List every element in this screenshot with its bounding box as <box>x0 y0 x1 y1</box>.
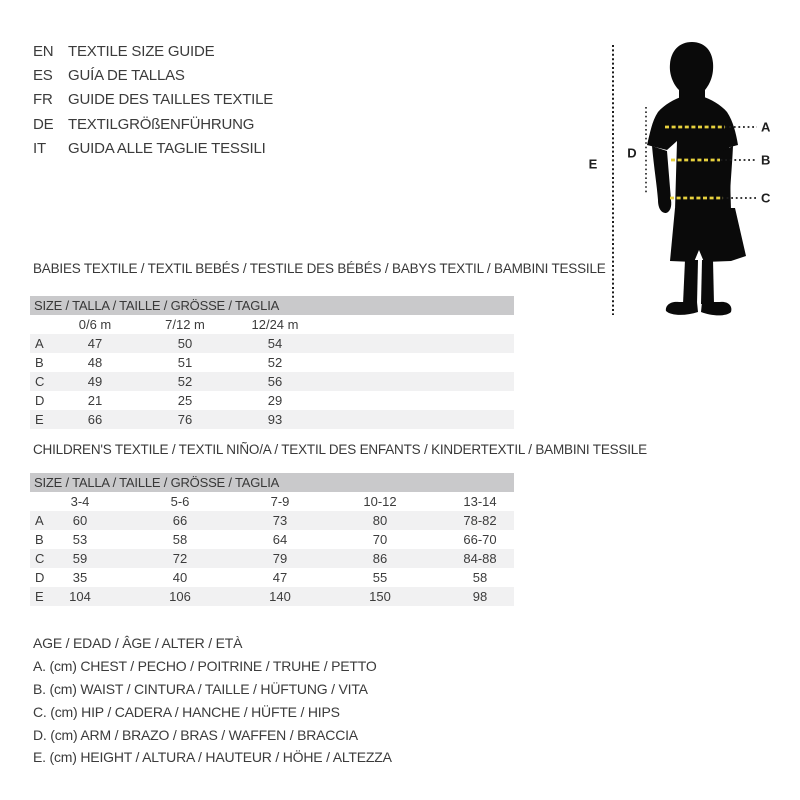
cell: 140 <box>269 589 291 604</box>
measurement-legend <box>33 632 392 769</box>
row-label: A <box>35 513 44 528</box>
cell: 47 <box>87 336 103 351</box>
language-title: TEXTILE SIZE GUIDE <box>68 42 215 60</box>
cell: 104 <box>69 589 91 604</box>
child-silhouette <box>647 42 746 315</box>
legend-line-chest: A. (cm) CHEST / PECHO / POITRINE / TRUHE / PETTO <box>33 657 377 674</box>
table-row <box>30 549 514 568</box>
language-code: IT <box>33 140 46 158</box>
row-label: A <box>35 336 44 351</box>
cell: 66 <box>172 513 188 528</box>
cell: 86 <box>372 551 388 566</box>
measure-label-b: B <box>761 152 771 168</box>
children-size-header-bar: SIZE / TALLA / TAILLE / GRÖSSE / TAGLIA <box>30 473 514 492</box>
cell: 58 <box>172 532 188 547</box>
table-row <box>30 353 514 372</box>
row-label: B <box>35 355 44 370</box>
row-label: E <box>35 412 44 427</box>
cell: 52 <box>177 374 193 389</box>
cell: 21 <box>87 393 103 408</box>
column-header: 12/24 m <box>251 317 299 332</box>
cell: 40 <box>172 570 188 585</box>
cell: 50 <box>177 336 193 351</box>
cell: 106 <box>169 589 191 604</box>
cell: 53 <box>72 532 88 547</box>
row-label: D <box>35 570 45 585</box>
language-row <box>33 63 273 87</box>
cell: 25 <box>177 393 193 408</box>
cell: 55 <box>372 570 388 585</box>
row-label: B <box>35 532 44 547</box>
cell: 59 <box>72 551 88 566</box>
language-title-list <box>33 39 273 161</box>
babies-column-header-row <box>30 315 514 334</box>
cell: 78-82 <box>463 513 497 528</box>
babies-section-title: BABIES TEXTILE / TEXTIL BEBÉS / TESTILE DES BÉBÉS / BABYS TEXTIL / BAMBINI TESSILE <box>33 261 606 276</box>
row-label: C <box>35 374 45 389</box>
language-code: ES <box>33 67 53 85</box>
cell: 66-70 <box>463 532 497 547</box>
cell: 98 <box>472 589 488 604</box>
language-code: FR <box>33 91 53 109</box>
legend-line-waist: B. (cm) WAIST / CINTURA / TAILLE / HÜFTUNG / VITA <box>33 680 368 697</box>
column-header: 3-4 <box>70 494 90 509</box>
language-title: GUÍA DE TALLAS <box>68 67 185 85</box>
legend-line-arm: D. (cm) ARM / BRAZO / BRAS / WAFFEN / BRACCIA <box>33 726 358 743</box>
table-row <box>30 587 514 606</box>
cell: 76 <box>177 412 193 427</box>
measure-label-e: E <box>588 156 598 172</box>
column-header: 7-9 <box>270 494 290 509</box>
cell: 93 <box>267 412 283 427</box>
babies-size-table <box>30 296 514 429</box>
cell: 73 <box>272 513 288 528</box>
cell: 64 <box>272 532 288 547</box>
table-row <box>30 511 514 530</box>
legend-line-hip: C. (cm) HIP / CADERA / HANCHE / HÜFTE / HIPS <box>33 703 340 720</box>
column-header: 0/6 m <box>78 317 112 332</box>
cell: 70 <box>372 532 388 547</box>
row-label: C <box>35 551 45 566</box>
cell: 58 <box>472 570 488 585</box>
cell: 51 <box>177 355 193 370</box>
cell: 54 <box>267 336 283 351</box>
children-section-title: CHILDREN'S TEXTILE / TEXTIL NIÑO/A / TEXTIL DES ENFANTS / KINDERTEXTIL / BAMBINI TESSILE <box>33 442 647 457</box>
measure-label-c: C <box>761 190 771 206</box>
table-row <box>30 391 514 410</box>
column-header: 5-6 <box>170 494 190 509</box>
cell: 35 <box>72 570 88 585</box>
table-row <box>30 530 514 549</box>
row-label: E <box>35 589 44 604</box>
legend-line-age: AGE / EDAD / ÂGE / ALTER / ETÀ <box>33 635 243 651</box>
cell: 48 <box>87 355 103 370</box>
cell: 49 <box>87 374 103 389</box>
cell: 72 <box>172 551 188 566</box>
language-row <box>33 39 273 63</box>
cell: 29 <box>267 393 283 408</box>
table-row <box>30 334 514 353</box>
language-code: EN <box>33 42 54 60</box>
cell: 47 <box>272 570 288 585</box>
table-row <box>30 568 514 587</box>
child-measurement-diagram <box>580 20 800 320</box>
cell: 66 <box>87 412 103 427</box>
language-code: DE <box>33 115 54 133</box>
column-header: 13-14 <box>463 494 497 509</box>
cell: 60 <box>72 513 88 528</box>
cell: 56 <box>267 374 283 389</box>
children-column-header-row <box>30 492 514 511</box>
measure-label-a: A <box>761 119 771 135</box>
language-row <box>33 137 273 161</box>
language-title: GUIDE DES TAILLES TEXTILE <box>68 91 274 109</box>
cell: 52 <box>267 355 283 370</box>
legend-line-height: E. (cm) HEIGHT / ALTURA / HAUTEUR / HÖHE / ALTEZZA <box>33 749 392 766</box>
language-title: TEXTILGRÖßENFÜHRUNG <box>68 115 255 133</box>
cell: 80 <box>372 513 388 528</box>
column-header: 7/12 m <box>165 317 205 332</box>
children-size-table <box>30 473 514 606</box>
table-row <box>30 410 514 429</box>
language-row <box>33 112 273 136</box>
cell: 150 <box>369 589 391 604</box>
language-row <box>33 88 273 112</box>
table-row <box>30 372 514 391</box>
cell: 79 <box>272 551 288 566</box>
column-header: 10-12 <box>363 494 397 509</box>
cell: 84-88 <box>463 551 497 566</box>
language-title: GUIDA ALLE TAGLIE TESSILI <box>68 140 266 158</box>
babies-size-header-bar: SIZE / TALLA / TAILLE / GRÖSSE / TAGLIA <box>30 296 514 315</box>
row-label: D <box>35 393 45 408</box>
measure-label-d: D <box>627 145 637 161</box>
